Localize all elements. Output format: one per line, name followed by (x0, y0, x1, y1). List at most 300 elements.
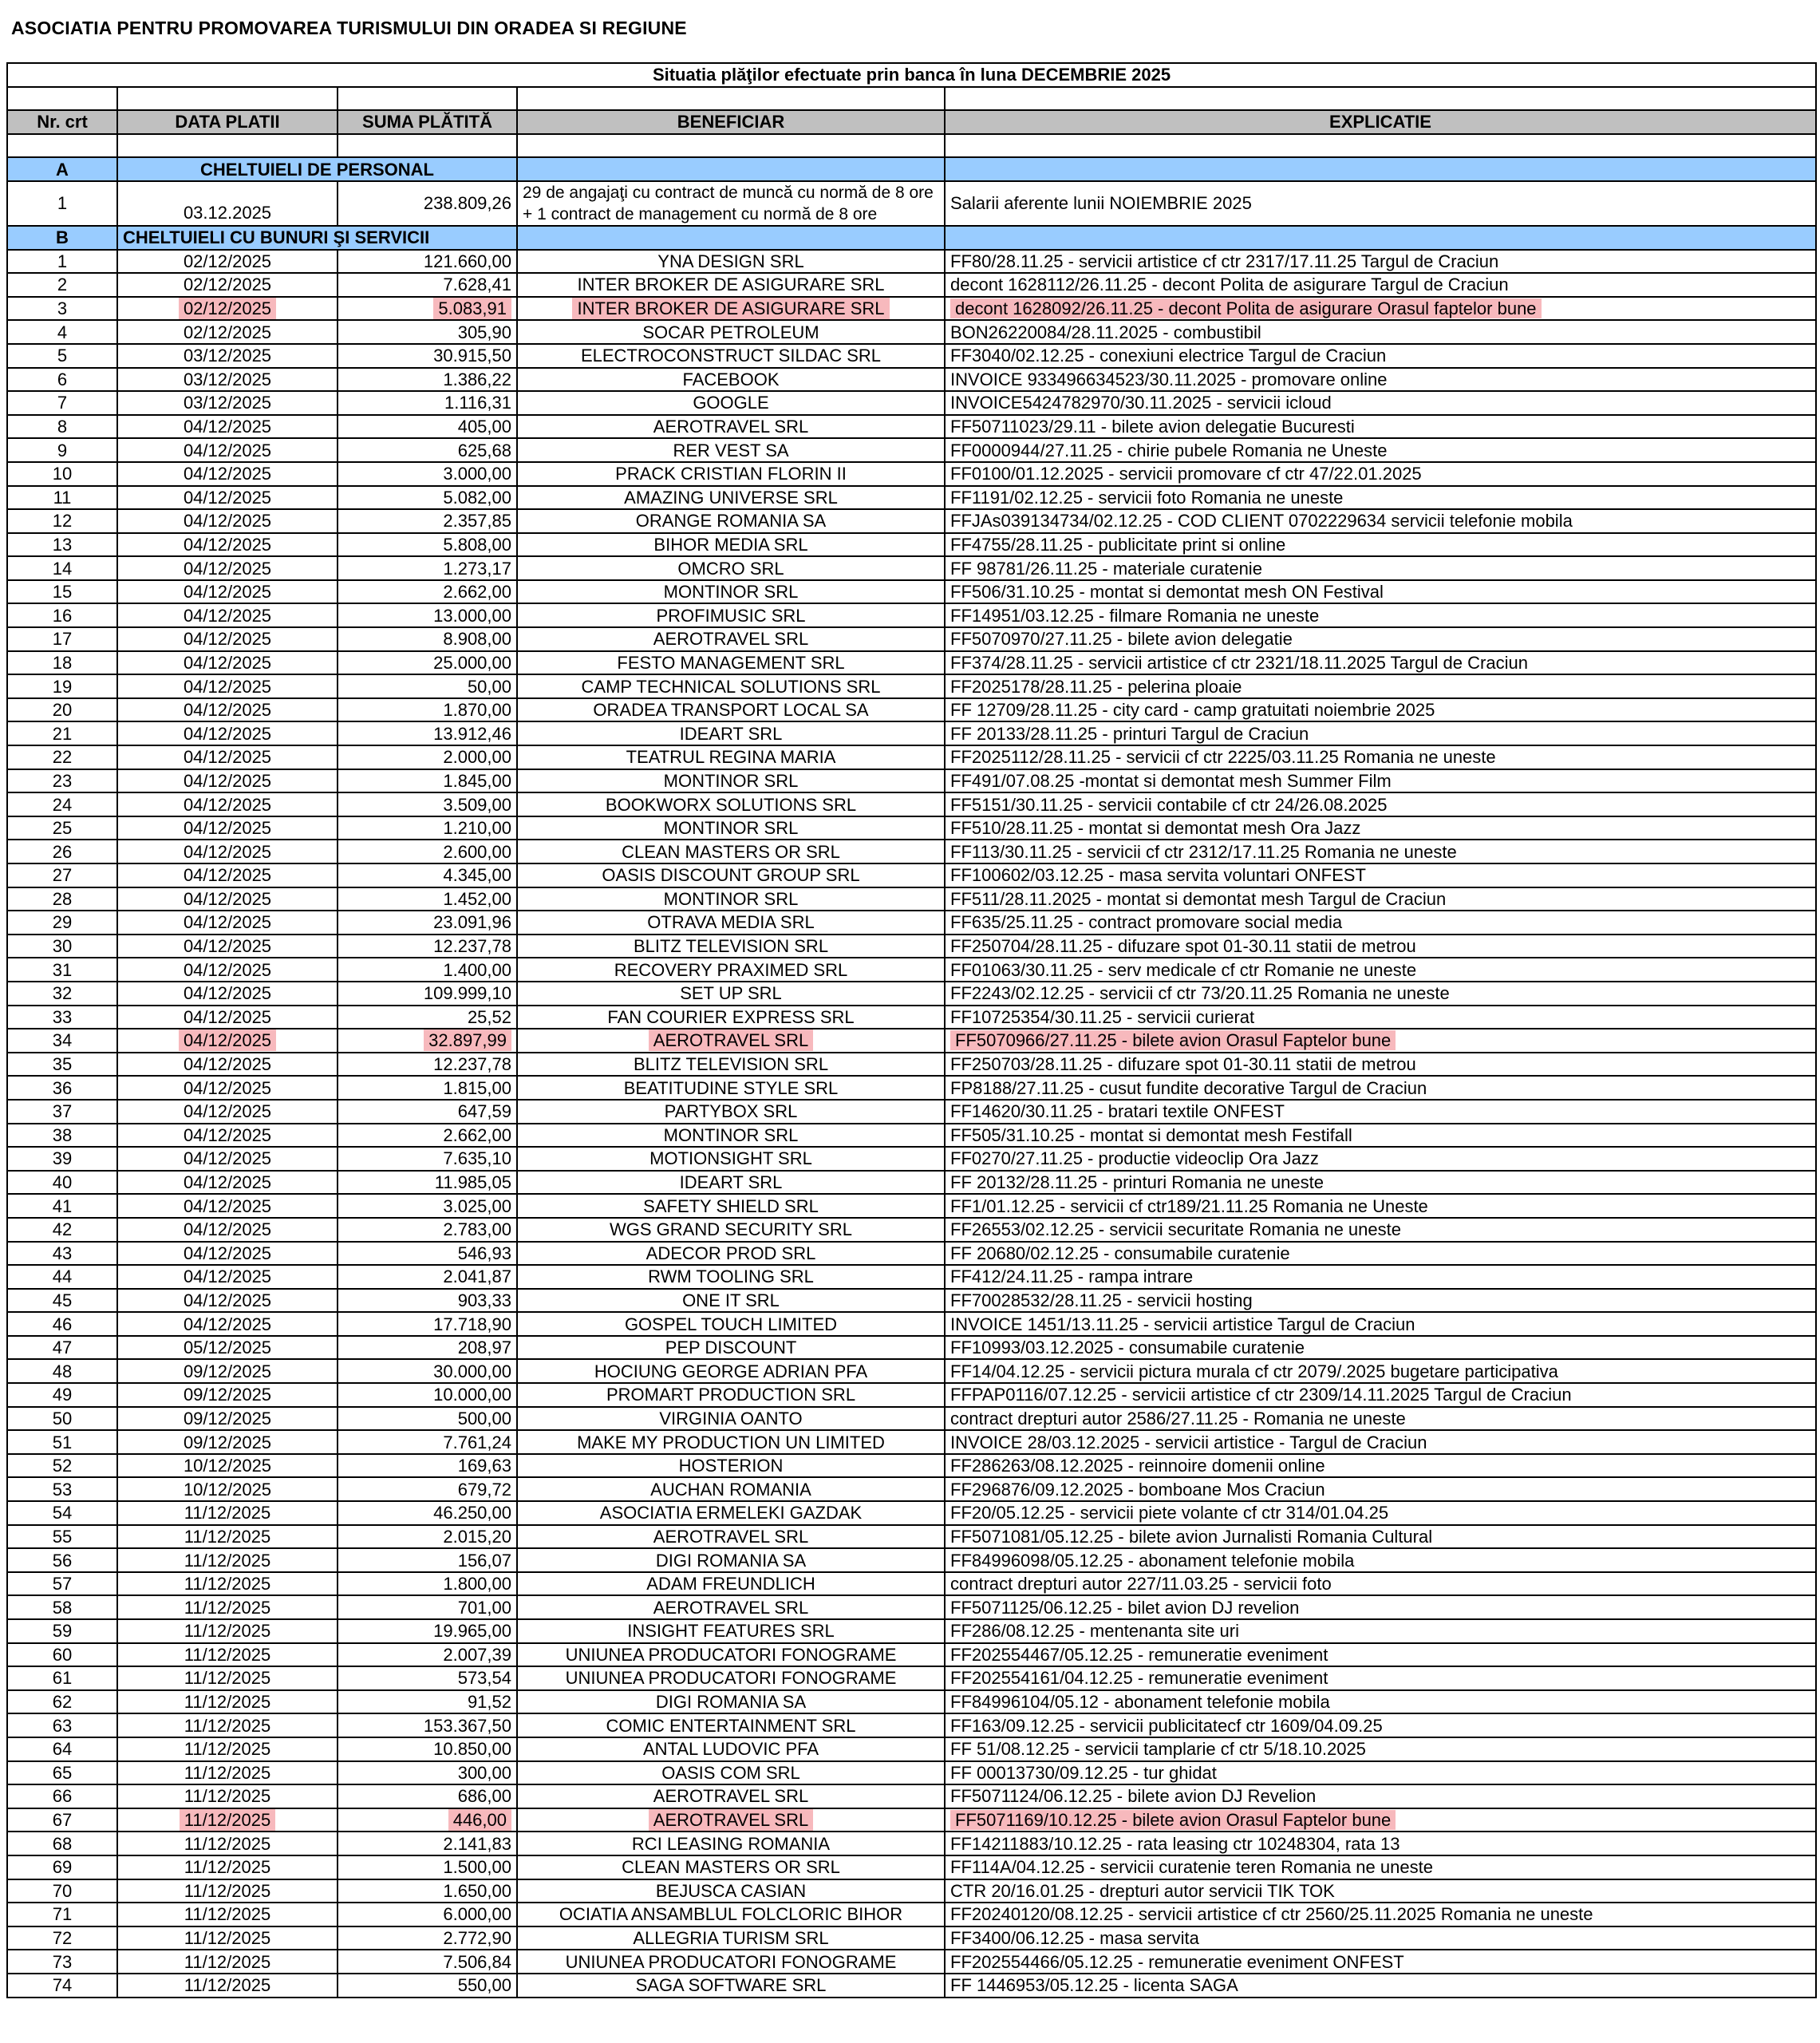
row-explanation (945, 1808, 1816, 1832)
row-beneficiary: ORANGE ROMANIA SA (517, 509, 945, 533)
row-beneficiary: PEP DISCOUNT (517, 1336, 945, 1360)
table-row (7, 1454, 1816, 1478)
spacer-cell (338, 134, 517, 158)
row-nr: 4 (7, 320, 117, 344)
row-beneficiary: FAN COURIER EXPRESS SRL (517, 1006, 945, 1029)
section-b-row (7, 226, 1816, 250)
row-beneficiary: BOOKWORX SOLUTIONS SRL (517, 792, 945, 816)
table-row (7, 1619, 1816, 1643)
row-amount: 2.662,00 (338, 580, 517, 604)
table-row (7, 438, 1816, 462)
row-beneficiary: YNA DESIGN SRL (517, 250, 945, 274)
row-date: 09/12/2025 (117, 1359, 338, 1383)
row-explanation: FFJAs039134734/02.12.25 - COD CLIENT 0702229634 servicii telefonie mobila (945, 509, 1816, 533)
row-nr: 65 (7, 1761, 117, 1785)
table-row (7, 1950, 1816, 1974)
highlighted-text: 5.083,91 (433, 298, 511, 319)
row-amount: 3.000,00 (338, 462, 517, 486)
row-beneficiary: AMAZING UNIVERSE SRL (517, 486, 945, 510)
row-beneficiary: COMIC ENTERTAINMENT SRL (517, 1713, 945, 1737)
table-row (7, 911, 1816, 935)
row-beneficiary: UNIUNEA PRODUCATORI FONOGRAME (517, 1666, 945, 1690)
row-nr: 40 (7, 1171, 117, 1195)
row-nr: 62 (7, 1690, 117, 1714)
spacer-row (7, 134, 1816, 158)
row-amount: 1.210,00 (338, 816, 517, 840)
row-amount: 2.015,20 (338, 1525, 517, 1549)
row-date: 04/12/2025 (117, 603, 338, 627)
row-beneficiary: WGS GRAND SECURITY SRL (517, 1218, 945, 1242)
row-nr: 37 (7, 1100, 117, 1124)
row-explanation: FF510/28.11.25 - montat si demontat mesh Ora Jazz (945, 816, 1816, 840)
row-date: 11/12/2025 (117, 1572, 338, 1596)
table-row (7, 1690, 1816, 1714)
row-explanation: FF01063/30.11.25 - serv medicale cf ctr Romanie ne uneste (945, 958, 1816, 982)
row-explanation: FF100602/03.12.25 - masa servita voluntari ONFEST (945, 863, 1816, 887)
row-explanation: contract drepturi autor 227/11.03.25 - servicii foto (945, 1572, 1816, 1596)
row-explanation: FF20240120/08.12.25 - servicii artistice cf ctr 2560/25.11.2025 Romania ne uneste (945, 1903, 1816, 1926)
table-row (7, 1265, 1816, 1289)
row-nr: 43 (7, 1242, 117, 1266)
row-date: 04/12/2025 (117, 580, 338, 604)
row-amount: 701,00 (338, 1595, 517, 1619)
row-beneficiary: CAMP TECHNICAL SOLUTIONS SRL (517, 674, 945, 698)
row-beneficiary: MONTINOR SRL (517, 769, 945, 793)
row-explanation: CTR 20/16.01.25 - drepturi autor servicii TIK TOK (945, 1879, 1816, 1903)
table-row (7, 1006, 1816, 1029)
row-date: 04/12/2025 (117, 863, 338, 887)
row-explanation: Salarii aferente lunii NOIEMBRIE 2025 (945, 181, 1816, 226)
row-beneficiary: PROFIMUSIC SRL (517, 603, 945, 627)
row-amount: 46.250,00 (338, 1501, 517, 1525)
row-amount: 625,68 (338, 438, 517, 462)
row-date: 03/12/2025 (117, 344, 338, 368)
row-beneficiary: INSIGHT FEATURES SRL (517, 1619, 945, 1643)
row-nr: 33 (7, 1006, 117, 1029)
row-nr: 73 (7, 1950, 117, 1974)
row-amount: 7.635,10 (338, 1147, 517, 1171)
row-amount: 13.912,46 (338, 721, 517, 745)
highlighted-text: FF5070966/27.11.25 - bilete avion Orasul Faptelor bune (950, 1030, 1396, 1050)
row-beneficiary: MONTINOR SRL (517, 887, 945, 911)
row-explanation: FF202554467/05.12.25 - remuneratie eveniment (945, 1643, 1816, 1667)
row-beneficiary: MONTINOR SRL (517, 1124, 945, 1148)
row-nr: 16 (7, 603, 117, 627)
row-nr: 69 (7, 1855, 117, 1879)
table-row (7, 1029, 1816, 1053)
row-amount: 1.386,22 (338, 368, 517, 392)
table-row (7, 603, 1816, 627)
row-beneficiary: RWM TOOLING SRL (517, 1265, 945, 1289)
row-explanation: FF5071081/05.12.25 - bilete avion Jurnalisti Romania Cultural (945, 1525, 1816, 1549)
row-beneficiary: IDEART SRL (517, 721, 945, 745)
row-date: 04/12/2025 (117, 1053, 338, 1077)
row-nr: 45 (7, 1289, 117, 1313)
spacer-cell (7, 87, 117, 111)
row-explanation: FF511/28.11.2025 - montat si demontat mesh Targul de Craciun (945, 887, 1816, 911)
row-nr: 13 (7, 533, 117, 557)
table-row (7, 1171, 1816, 1195)
spacer-cell (7, 134, 117, 158)
row-beneficiary: MAKE MY PRODUCTION UN LIMITED (517, 1430, 945, 1454)
row-date: 04/12/2025 (117, 462, 338, 486)
table-row (7, 627, 1816, 651)
row-explanation: FF374/28.11.25 - servicii artistice cf ctr 2321/18.11.2025 Targul de Craciun (945, 651, 1816, 675)
section-blank (945, 157, 1816, 181)
row-explanation: FF286/08.12.25 - mentenanta site uri (945, 1619, 1816, 1643)
row-date: 11/12/2025 (117, 1548, 338, 1572)
row-nr: 32 (7, 982, 117, 1006)
row-date: 04/12/2025 (117, 721, 338, 745)
table-row (7, 1713, 1816, 1737)
row-amount (338, 297, 517, 321)
row-nr: 39 (7, 1147, 117, 1171)
table-row (7, 1218, 1816, 1242)
row-explanation: FF14/04.12.25 - servicii pictura murala cf ctr 2079/.2025 bugetare participativa (945, 1359, 1816, 1383)
spacer-cell (338, 87, 517, 111)
row-beneficiary: ADECOR PROD SRL (517, 1242, 945, 1266)
row-nr: 19 (7, 674, 117, 698)
row-date: 11/12/2025 (117, 1690, 338, 1714)
table-row (7, 1761, 1816, 1785)
row-nr: 9 (7, 438, 117, 462)
row-amount: 2.000,00 (338, 745, 517, 769)
table-row (7, 250, 1816, 274)
row-beneficiary: SAGA SOFTWARE SRL (517, 1974, 945, 1998)
row-date: 04/12/2025 (117, 415, 338, 439)
row-date: 11/12/2025 (117, 1525, 338, 1549)
row-amount: 2.141,83 (338, 1832, 517, 1855)
row-amount: 2.041,87 (338, 1265, 517, 1289)
row-nr: 26 (7, 840, 117, 863)
row-beneficiary: BIHOR MEDIA SRL (517, 533, 945, 557)
row-amount: 1.800,00 (338, 1572, 517, 1596)
table-row (7, 1053, 1816, 1077)
row-date: 03/12/2025 (117, 391, 338, 415)
row-beneficiary: OMCRO SRL (517, 556, 945, 580)
table-row (7, 273, 1816, 297)
table-row (7, 887, 1816, 911)
row-nr: 15 (7, 580, 117, 604)
row-explanation: FF26553/02.12.25 - servicii securitate Romania ne uneste (945, 1218, 1816, 1242)
row-explanation: FF 20132/28.11.25 - printuri Romania ne uneste (945, 1171, 1816, 1195)
row-date: 04/12/2025 (117, 982, 338, 1006)
row-amount: 1.845,00 (338, 769, 517, 793)
row-explanation: FF50711023/29.11 - bilete avion delegatie Bucuresti (945, 415, 1816, 439)
row-explanation: FF2243/02.12.25 - servicii cf ctr 73/20.11.25 Romania ne uneste (945, 982, 1816, 1006)
row-beneficiary: BEJUSCA CASIAN (517, 1879, 945, 1903)
row-date: 04/12/2025 (117, 792, 338, 816)
row-nr: 44 (7, 1265, 117, 1289)
spacer-row (7, 87, 1816, 111)
row-beneficiary: ALLEGRIA TURISM SRL (517, 1926, 945, 1950)
section-blank (517, 157, 945, 181)
row-amount: 6.000,00 (338, 1903, 517, 1926)
row-amount: 50,00 (338, 674, 517, 698)
row-beneficiary: PRACK CRISTIAN FLORIN II (517, 462, 945, 486)
row-date: 04/12/2025 (117, 1289, 338, 1313)
row-nr: 18 (7, 651, 117, 675)
table-row (7, 462, 1816, 486)
row-beneficiary: RECOVERY PRAXIMED SRL (517, 958, 945, 982)
table-row (7, 320, 1816, 344)
row-nr: 1 (7, 181, 117, 226)
section-title: CHELTUIELI DE PERSONAL (117, 157, 517, 181)
row-beneficiary: ELECTROCONSTRUCT SILDAC SRL (517, 344, 945, 368)
row-explanation: FF10993/03.12.2025 - consumabile curatenie (945, 1336, 1816, 1360)
row-explanation: BON26220084/28.11.2025 - combustibil (945, 320, 1816, 344)
row-date: 04/12/2025 (117, 533, 338, 557)
row-date: 04/12/2025 (117, 556, 338, 580)
row-nr: 24 (7, 792, 117, 816)
row-nr: 51 (7, 1430, 117, 1454)
row-date: 04/12/2025 (117, 1312, 338, 1336)
row-nr: 52 (7, 1454, 117, 1478)
row-explanation: FF 20680/02.12.25 - consumabile curatenie (945, 1242, 1816, 1266)
row-date: 04/12/2025 (117, 1076, 338, 1100)
row-nr: 41 (7, 1194, 117, 1218)
row-date: 04/12/2025 (117, 1194, 338, 1218)
row-explanation: FF4755/28.11.25 - publicitate print si online (945, 533, 1816, 557)
row-amount: 647,59 (338, 1100, 517, 1124)
row-nr: 6 (7, 368, 117, 392)
table-row (7, 1548, 1816, 1572)
row-amount: 12.237,78 (338, 935, 517, 958)
spacer-cell (117, 87, 338, 111)
row-explanation: FF1191/02.12.25 - servicii foto Romania ne uneste (945, 486, 1816, 510)
spacer-cell (945, 134, 1816, 158)
row-amount: 13.000,00 (338, 603, 517, 627)
row-amount: 5.808,00 (338, 533, 517, 557)
row-explanation: FF202554161/04.12.25 - remuneratie eveniment (945, 1666, 1816, 1690)
row-date: 04/12/2025 (117, 509, 338, 533)
row-amount: 169,63 (338, 1454, 517, 1478)
row-nr: 28 (7, 887, 117, 911)
section-title: CHELTUIELI CU BUNURI ŞI SERVICII (117, 226, 517, 250)
row-amount: 2.600,00 (338, 840, 517, 863)
table-row (7, 674, 1816, 698)
row-amount: 153.367,50 (338, 1713, 517, 1737)
header-beneficiary: BENEFICIAR (517, 110, 945, 134)
row-date: 11/12/2025 (117, 1643, 338, 1667)
highlighted-text: 02/12/2025 (179, 298, 276, 319)
row-date: 04/12/2025 (117, 745, 338, 769)
row-nr: 54 (7, 1501, 117, 1525)
section-blank (517, 226, 945, 250)
row-amount: 903,33 (338, 1289, 517, 1313)
row-date: 04/12/2025 (117, 1242, 338, 1266)
header-date: DATA PLATII (117, 110, 338, 134)
row-nr: 42 (7, 1218, 117, 1242)
row-nr: 63 (7, 1713, 117, 1737)
table-row (7, 181, 1816, 226)
row-date: 11/12/2025 (117, 1501, 338, 1525)
row-explanation: FF 98781/26.11.25 - materiale curatenie (945, 556, 1816, 580)
payments-table (6, 62, 1817, 1998)
row-amount: 1.116,31 (338, 391, 517, 415)
row-beneficiary: ASOCIATIA ERMELEKI GAZDAK (517, 1501, 945, 1525)
row-nr: 35 (7, 1053, 117, 1077)
row-nr: 10 (7, 462, 117, 486)
row-explanation: FF0100/01.12.2025 - servicii promovare cf ctr 47/22.01.2025 (945, 462, 1816, 486)
row-nr: 50 (7, 1407, 117, 1431)
highlighted-text: 04/12/2025 (179, 1029, 276, 1051)
row-nr: 68 (7, 1832, 117, 1855)
organization-title: ASOCIATIA PENTRU PROMOVAREA TURISMULUI DIN ORADEA SI REGIUNE (11, 18, 687, 38)
header-nr: Nr. crt (7, 110, 117, 134)
table-row (7, 556, 1816, 580)
row-beneficiary: SAFETY SHIELD SRL (517, 1194, 945, 1218)
row-date: 04/12/2025 (117, 698, 338, 722)
table-row (7, 509, 1816, 533)
header-amount: SUMA PLĂTITĂ (338, 110, 517, 134)
row-nr: 17 (7, 627, 117, 651)
row-beneficiary: VIRGINIA OANTO (517, 1407, 945, 1431)
row-amount: 109.999,10 (338, 982, 517, 1006)
row-amount: 7.761,24 (338, 1430, 517, 1454)
row-beneficiary: BLITZ TELEVISION SRL (517, 1053, 945, 1077)
row-explanation: INVOICE 28/03.12.2025 - servicii artistice - Targul de Craciun (945, 1430, 1816, 1454)
row-explanation: decont 1628112/26.11.25 - decont Polita de asigurare Targul de Craciun (945, 273, 1816, 297)
row-amount: 30.915,50 (338, 344, 517, 368)
header-row (7, 110, 1816, 134)
row-amount: 8.908,00 (338, 627, 517, 651)
table-row (7, 958, 1816, 982)
row-beneficiary: PARTYBOX SRL (517, 1100, 945, 1124)
highlighted-text: INTER BROKER DE ASIGURARE SRL (572, 298, 889, 319)
row-explanation: FF14951/03.12.25 - filmare Romania ne uneste (945, 603, 1816, 627)
row-explanation: FF84996098/05.12.25 - abonament telefonie mobila (945, 1548, 1816, 1572)
row-beneficiary: UNIUNEA PRODUCATORI FONOGRAME (517, 1950, 945, 1974)
row-amount: 305,90 (338, 320, 517, 344)
row-beneficiary: AEROTRAVEL SRL (517, 1525, 945, 1549)
row-date: 10/12/2025 (117, 1454, 338, 1478)
table-row (7, 1124, 1816, 1148)
row-date: 04/12/2025 (117, 935, 338, 958)
row-explanation: FF20/05.12.25 - servicii piete volante cf ctr 314/01.04.25 (945, 1501, 1816, 1525)
row-beneficiary: 29 de angajaţi cu contract de muncă cu normă de 8 ore + 1 contract de management cu normă de 8 ore (517, 181, 945, 226)
table-row (7, 344, 1816, 368)
row-date: 04/12/2025 (117, 887, 338, 911)
row-amount (338, 1808, 517, 1832)
row-nr: 12 (7, 509, 117, 533)
table-row (7, 1832, 1816, 1855)
row-nr: 74 (7, 1974, 117, 1998)
row-nr: 60 (7, 1643, 117, 1667)
row-date: 04/12/2025 (117, 1100, 338, 1124)
row-explanation: FF491/07.08.25 -montat si demontat mesh Summer Film (945, 769, 1816, 793)
row-nr: 38 (7, 1124, 117, 1148)
row-explanation: FF5071124/06.12.25 - bilete avion DJ Revelion (945, 1784, 1816, 1808)
row-date: 11/12/2025 (117, 1595, 338, 1619)
row-explanation: contract drepturi autor 2586/27.11.25 - Romania ne uneste (945, 1407, 1816, 1431)
highlighted-text: 32.897,99 (424, 1029, 511, 1051)
row-nr: 8 (7, 415, 117, 439)
row-date: 10/12/2025 (117, 1477, 338, 1501)
table-row (7, 1595, 1816, 1619)
row-nr: 34 (7, 1029, 117, 1053)
row-beneficiary: SOCAR PETROLEUM (517, 320, 945, 344)
row-amount: 1.815,00 (338, 1076, 517, 1100)
row-date (117, 1029, 338, 1053)
table-row (7, 1430, 1816, 1454)
row-date: 04/12/2025 (117, 911, 338, 935)
highlighted-text: decont 1628092/26.11.25 - decont Polita de asigurare Orasul faptelor bune (950, 298, 1542, 318)
row-nr: 11 (7, 486, 117, 510)
table-row (7, 1572, 1816, 1596)
row-date: 11/12/2025 (117, 1974, 338, 1998)
row-amount (338, 1029, 517, 1053)
row-nr: 23 (7, 769, 117, 793)
row-beneficiary: RER VEST SA (517, 438, 945, 462)
table-row (7, 1903, 1816, 1926)
highlighted-text: AEROTRAVEL SRL (649, 1029, 813, 1051)
row-amount: 573,54 (338, 1666, 517, 1690)
row-date (117, 297, 338, 321)
row-amount: 2.783,00 (338, 1218, 517, 1242)
spacer-cell (517, 87, 945, 111)
table-row (7, 792, 1816, 816)
row-nr: 31 (7, 958, 117, 982)
row-date: 11/12/2025 (117, 1666, 338, 1690)
row-nr: 49 (7, 1383, 117, 1407)
table-row (7, 1879, 1816, 1903)
row-date: 02/12/2025 (117, 273, 338, 297)
header-explanation: EXPLICATIE (945, 110, 1816, 134)
row-explanation: FF3040/02.12.25 - conexiuni electrice Targul de Craciun (945, 344, 1816, 368)
row-explanation: FF5151/30.11.25 - servicii contabile cf ctr 24/26.08.2025 (945, 792, 1816, 816)
row-amount: 686,00 (338, 1784, 517, 1808)
row-amount: 7.506,84 (338, 1950, 517, 1974)
row-nr: 67 (7, 1808, 117, 1832)
row-amount: 10.000,00 (338, 1383, 517, 1407)
table-row (7, 1643, 1816, 1667)
table-row (7, 651, 1816, 675)
row-date: 11/12/2025 (117, 1926, 338, 1950)
row-beneficiary: AEROTRAVEL SRL (517, 415, 945, 439)
row-date (117, 1808, 338, 1832)
row-date: 09/12/2025 (117, 1430, 338, 1454)
row-amount: 12.237,78 (338, 1053, 517, 1077)
highlighted-text: 11/12/2025 (180, 1809, 275, 1831)
table-row (7, 391, 1816, 415)
table-row (7, 769, 1816, 793)
row-nr: 30 (7, 935, 117, 958)
row-amount: 25,52 (338, 1006, 517, 1029)
row-date: 09/12/2025 (117, 1407, 338, 1431)
row-amount: 208,97 (338, 1336, 517, 1360)
row-amount: 405,00 (338, 415, 517, 439)
row-explanation: FF286263/08.12.2025 - reinnoire domenii online (945, 1454, 1816, 1478)
row-explanation (945, 297, 1816, 321)
row-date: 04/12/2025 (117, 1218, 338, 1242)
row-beneficiary: ORADEA TRANSPORT LOCAL SA (517, 698, 945, 722)
row-explanation: FF 00013730/09.12.25 - tur ghidat (945, 1761, 1816, 1785)
row-date: 04/12/2025 (117, 674, 338, 698)
table-row (7, 1289, 1816, 1313)
row-nr: 25 (7, 816, 117, 840)
row-date: 02/12/2025 (117, 320, 338, 344)
table-row (7, 1477, 1816, 1501)
row-date: 11/12/2025 (117, 1832, 338, 1855)
row-date: 09/12/2025 (117, 1383, 338, 1407)
table-row (7, 1336, 1816, 1360)
row-beneficiary: FACEBOOK (517, 368, 945, 392)
row-date: 11/12/2025 (117, 1784, 338, 1808)
row-date: 11/12/2025 (117, 1855, 338, 1879)
table-caption: Situatia plăţilor efectuate prin banca în luna DECEMBRIE 2025 (7, 63, 1816, 87)
row-beneficiary (517, 1808, 945, 1832)
